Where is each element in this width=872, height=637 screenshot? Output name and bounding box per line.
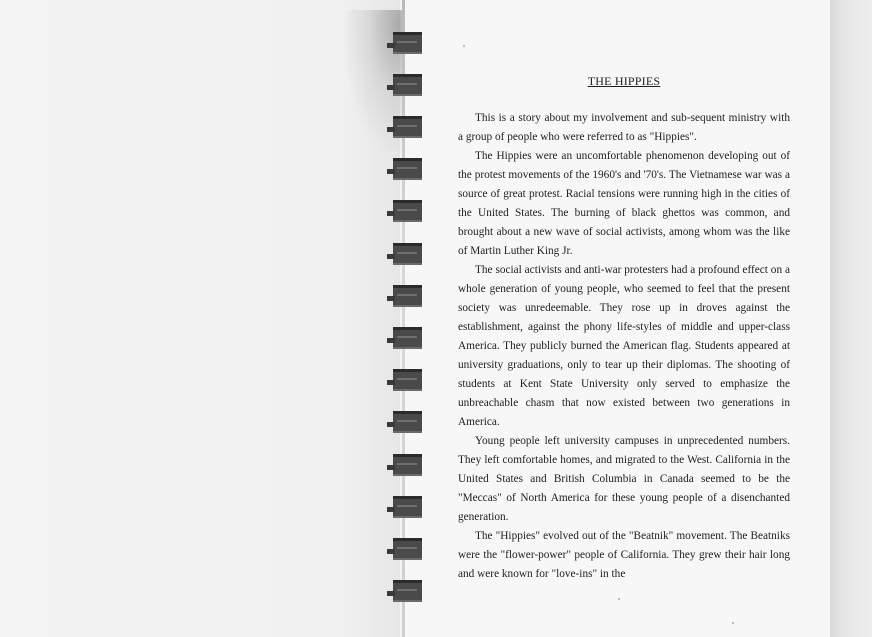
binding-ring <box>393 369 422 391</box>
binding-ring <box>393 74 422 96</box>
paragraph: The "Hippies" evolved out of the "Beatnik" movement. The Beatniks were the "flower-power" people of California. They grew their hair long and were known for "love-ins" in the <box>458 530 790 580</box>
binding-ring <box>393 243 422 265</box>
left-page-blank <box>0 0 400 637</box>
scan-speck <box>463 45 465 47</box>
paragraph: The social activists and anti-war protesters had a profound effect on a whole generation of young people, who seemed to feel that the present society was unredeemable. They rose up in droves against the establishment, against the phony life-styles of middle and upper-class America. They publicly burned the American flag. Students appeared at university graduations, only to tear up their diplomas. The shooting of students at Kent State University only served to emphasize the unbreachable chasm that now existed between two generations in America. <box>458 264 790 428</box>
scan-speck <box>618 598 620 600</box>
paragraph: This is a story about my involvement and sub-sequent ministry with a group of people who were referred to as "Hippies". <box>458 112 790 143</box>
chapter-title: THE HIPPIES <box>587 74 661 88</box>
page-edge-shadow <box>830 0 872 637</box>
binding-ring <box>393 327 422 349</box>
binding-ring <box>393 116 422 138</box>
binding-ring <box>393 538 422 560</box>
page-text <box>458 72 790 584</box>
binding-ring <box>393 200 422 222</box>
binding-ring <box>393 411 422 433</box>
binding-ring <box>393 32 422 54</box>
binding-ring <box>393 285 422 307</box>
paragraph: Young people left university campuses in unprecedented numbers. They left comfortable homes, and migrated to the West. California in the United States and British Columbia in Canada seemed to be the "Meccas" of North America for these young people of a disenchanted generation. <box>458 435 790 523</box>
spiral-binding <box>393 0 423 637</box>
paragraph: The Hippies were an uncomfortable phenomenon developing out of the protest movements of the 1960's and '70's. The Vietnamese war was a source of great protest. Racial tensions were running high in the cities of the United States. The burning of black ghettos was common, and brought about a new wave of social activists, among whom was the like of Martin Luther King Jr. <box>458 150 790 257</box>
binding-ring <box>393 580 422 602</box>
binding-ring <box>393 158 422 180</box>
binding-ring <box>393 496 422 518</box>
binding-ring <box>393 454 422 476</box>
scan-speck <box>732 622 734 624</box>
